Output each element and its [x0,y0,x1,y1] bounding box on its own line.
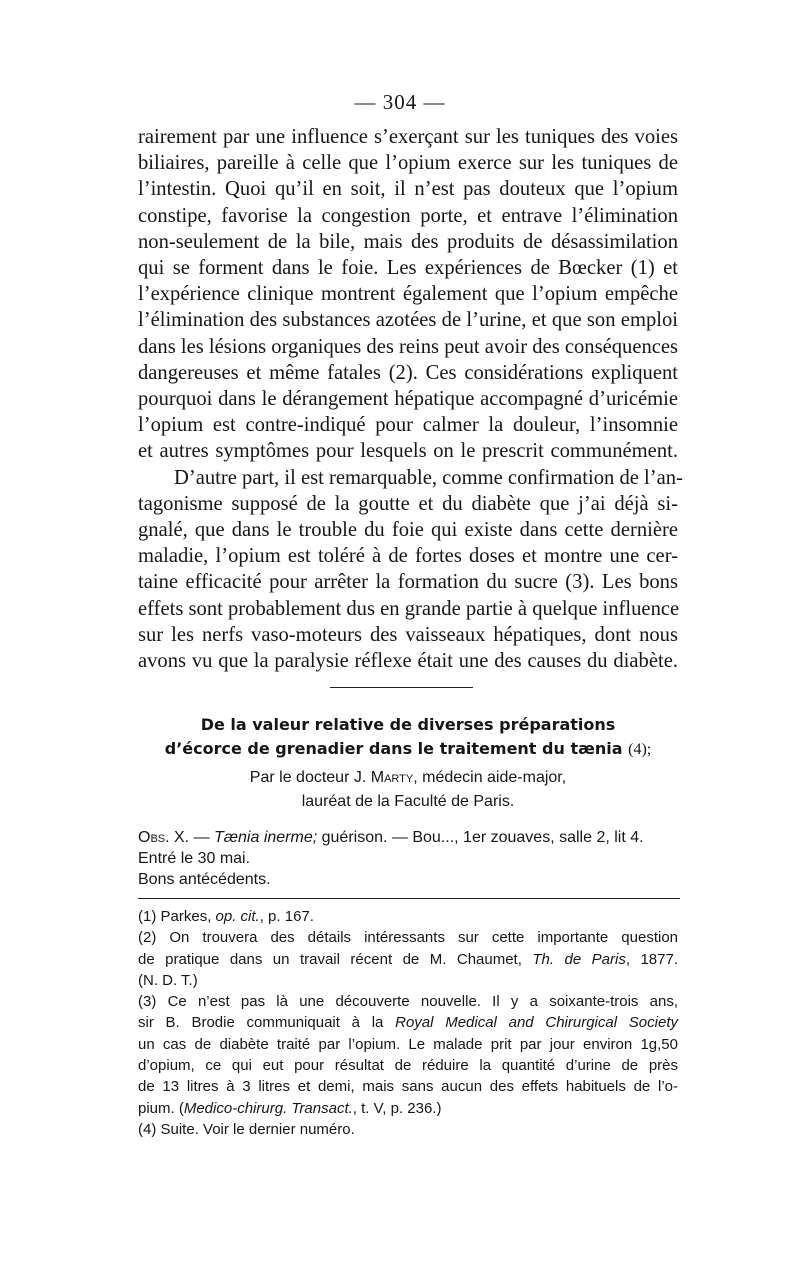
footnote-italic: Royal Medical and Chirurgical Society [395,1014,678,1032]
observation-line-2: Entré le 30 mai. [138,850,251,867]
text-line: qui se forment dans le foie. Les expériences de Bœcker (1) et [138,257,678,280]
footnote-italic: op. cit. [215,908,260,925]
section-divider [330,687,473,688]
footnote-italic: Th. de Paris [532,950,626,968]
text-line: D’autre part, il est remarquable, comme confirmation de l’an- [174,466,683,489]
observation-line-1 [138,827,698,848]
footnote-italic: Medico-chirurg. Transact. [183,1099,353,1117]
footnote-text: sir B. Brodie communiquait à la [138,1014,396,1032]
text-line [138,949,678,970]
footnote-3 [138,991,678,1119]
observation-block [138,827,698,890]
observation-dash: — [189,829,215,846]
article-title-line-1: De la valeur relative de diverses préparations [200,715,616,734]
text-line: sur les nerfs vaso-moteurs des vaisseaux hépatiques, dont nous [138,623,678,646]
text-line: (2) On trouvera des détails intéressants sur cette importante question [138,929,678,947]
article-title-line-2-text: d’écorce de grenadier dans le traitement du tænia [164,739,623,758]
text-line: (4) Suite. Voir le dernier numéro. [138,1120,355,1138]
text-line [138,906,678,927]
text-line: gnalé, que dans le trouble du foie qui existe dans cette dernière [138,519,678,542]
text-line: et autres symptômes pour lesquels on le prescrit communément. [138,440,678,463]
text-line: rairement par une influence s’exerçant sur les tuniques des voies [138,126,678,148]
observation-label: Obs. X. [138,829,190,846]
text-line [138,1012,678,1033]
text-line: constipe, favorise la congestion porte, et entrave l’élimination [138,204,678,227]
text-line: non-seulement de la bile, mais des produits de désassimilation [138,230,678,253]
author-byline [138,766,678,814]
text-line: l’élimination des substances azotées de l’urine, et que son emploi [138,309,678,332]
text-line: (3) Ce n’est pas là une découverte nouvelle. Il y a soixante-trois ans, [138,993,678,1011]
text-line: un cas de diabète traité par l’opium. Le malade prit par jour environ 1g,50 [138,1035,678,1053]
footnotes [138,906,678,1140]
footnote-text: , t. V, p. 236.) [352,1099,442,1117]
author-name: Marty [370,769,414,786]
observation-title: Tænia inerme; [214,829,318,846]
footnote-divider [138,898,680,899]
footnote-text: pium. ( [138,1099,184,1117]
paragraph-1 [138,124,678,465]
text-line: taine efficacité pour arrêter la formation du sucre (3). Les bons [138,571,678,594]
text-line: de 13 litres à 3 litres et demi, mais sans aucun des effets habituels de l’o- [138,1078,678,1096]
text-line: biliaires, pareille à celle que l’opium exerce sur les tuniques de [138,152,678,175]
text-line: tagonisme supposé de la goutte et du diabète que j’ai déjà si- [138,492,678,515]
footnote-text: , 1877. [625,950,678,968]
footnote-text: Parkes, [156,908,216,925]
article-title-line-2 [138,737,678,762]
observation-rest: guérison. — Bou..., 1er zouaves, salle 2, lit 4. [317,829,644,846]
text-line: l’intestin. Quoi qu’il en soit, il n’est pas douteux que l’opium [138,178,678,201]
text-line: l’opium est contre-indiqué pour calmer la douleur, l’insomnie [138,414,678,437]
text-line [138,1098,678,1119]
text-line: avons vu que la paralysie réflexe était une des causes du diabète. [138,650,678,673]
text-line: dans les lésions organiques des reins peut avoir des conséquences [138,335,679,358]
byline-suffix: , médecin aide-major, [413,769,567,786]
byline-prefix: Par le docteur J. [249,769,371,786]
paragraph-2 [138,465,683,675]
byline-line-1 [138,766,678,790]
article-title [138,713,678,762]
text-line: effets sont probablement dus en grande partie à quelque influence [138,597,680,620]
footnote-1 [138,906,678,927]
main-text [138,124,683,674]
byline-line-2: lauréat de la Faculté de Paris. [301,793,515,810]
text-line: dangereuses et même fatales (2). Ces considérations expliquent [138,361,678,384]
page-number: — 304 — [354,90,446,114]
text-line: maladie, l’opium est toléré à de fortes doses et montre une cer- [138,545,678,568]
footnote-text: de pratique dans un travail récent de M. Chaumet, [138,950,533,968]
text-line: pourquoi dans le dérangement hépatique accompagné d’uricémie [138,388,678,411]
footnote-number: (1) [138,908,157,925]
text-line: l’expérience clinique montrent également que l’opium empêche [138,283,678,306]
footnote-text: , p. 167. [259,908,314,925]
footnote-ref: (4); [628,741,652,758]
observation-line-3: Bons antécédents. [138,871,271,888]
text-line: (N. D. T.) [138,971,198,989]
footnote-4 [138,1119,678,1140]
footnote-2 [138,927,678,991]
text-line: d’opium, ce qui eut pour résultat de réduire la quantité d’urine de près [138,1057,678,1075]
